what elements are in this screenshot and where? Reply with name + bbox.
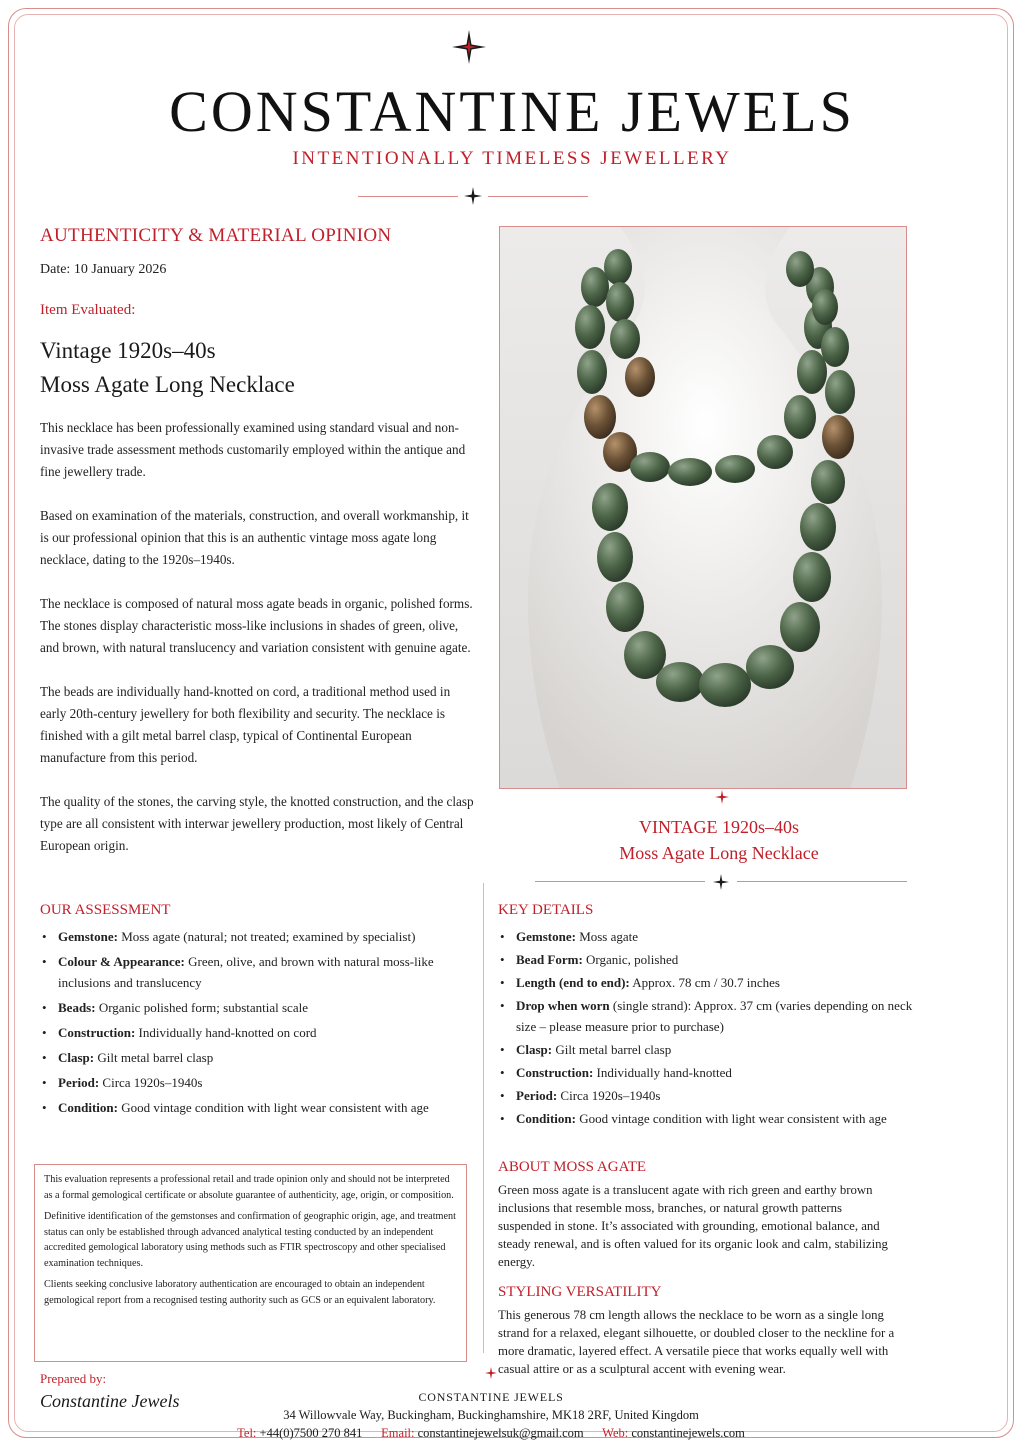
item-evaluated-label: Item Evaluated: [40,302,136,318]
report-body [40,417,476,879]
report-paragraph: The necklace is composed of natural moss agate beads in organic, polished forms. The stones display characteristic moss-like inclusions in shades of green, olive, and brown, with natural translucency and variation consistent with genuine agate. [40,596,473,655]
assessment-list [40,926,470,1122]
caption-line2: Moss Agate Long Necklace [619,843,819,863]
disclaimer-box [34,1164,467,1362]
styling-heading: STYLING VERSATILITY [498,1284,662,1300]
assessment-heading: OUR ASSESSMENT [40,902,171,918]
email-label: Email: [381,1426,415,1440]
about-text: Green moss agate is a translucent agate with rich green and earthy brown inclusions that resemble moss, branches, or natural growth patterns suspended in stone. It’s associated with grounding, emotional balance, and steady renewal, and is often valued for its organic look and calm, stabilizing energy. [498,1183,888,1269]
report-paragraph: Based on examination of the materials, construction, and overall workmanship, it is our professional opinion that this is an authentic vintage moss agate long necklace, dating to the 1920s–1940s. [40,508,469,567]
prepared-by-label: Prepared by: [40,1371,107,1386]
disclaimer-paragraph: Clients seeking conclusive laboratory authentication are encouraged to obtain an independent gemological report from a recognised testing authority such as GCS or an equivalent laboratory. [44,1279,436,1306]
email-link[interactable]: constantinejewelsuk@gmail.com [417,1426,584,1440]
list-item: • Construction: Individually hand-knotted [498,1062,923,1083]
web-link[interactable]: constantinejewels.com [631,1426,745,1440]
item-title-line1: Vintage 1920s–40s [40,338,216,363]
list-item: • Gemstone: Moss agate [498,926,923,947]
report-paragraph: This necklace has been professionally examined using standard visual and non-invasive trade assessment methods customarily employed within the antique and fine jewellery trade. [40,420,466,479]
compass-star-icon [452,30,486,64]
list-item: • Beads: Organic polished form; substantial scale [40,997,470,1018]
star-ornament-icon [464,187,482,205]
footer-star-icon [485,1367,497,1379]
list-item: • Period: Circa 1920s–1940s [40,1072,470,1093]
report-paragraph: The beads are individually hand-knotted on cord, a traditional method used in early 20th-century jewellery for both flexibility and security. The necklace is finished with a gilt metal barrel clasp, typical of Continental European manufacture from this period. [40,684,451,765]
tel-label: Tel: [237,1426,257,1440]
report-date: Date: 10 January 2026 [40,262,167,277]
column-divider [483,883,484,1353]
list-item: • Condition: Good vintage condition with light wear consistent with age [40,1097,470,1118]
report-heading: AUTHENTICITY & MATERIAL OPINION [40,225,392,246]
footer-address: 34 Willowvale Way, Buckingham, Buckinghamshire, MK18 2RF, United Kingdom [283,1408,699,1422]
photo-caption [499,814,939,866]
caption-star-top-icon [715,790,729,804]
divider-right [488,196,588,197]
item-title-line2: Moss Agate Long Necklace [40,372,295,397]
disclaimer-paragraph: Definitive identification of the gemstonses and confirmation of geographic origin, age, and treatment status can only be established through advanced analytical testing conducted by an independent accredited gemological laboratory using methods such as FTIR spectroscopy and other specialised examination techniques. [44,1211,456,1269]
styling-text: This generous 78 cm length allows the necklace to be worn as a single long strand for a relaxed, elegant silhouette, or doubled closer to the neckline for a more dramatic, layered effect. A versatile piece that works equally well with casual attire or as a sculptural accent with evening wear. [498,1308,895,1376]
list-item: • Bead Form: Organic, polished [498,949,923,970]
footer-company: CONSTANTINE JEWELS [418,1390,564,1404]
list-item: • Drop when worn (single strand): Approx. 37 cm (varies depending on neck size – please measure prior to purchase) [498,995,923,1037]
list-item: • Clasp: Gilt metal barrel clasp [498,1039,923,1060]
disclaimer-paragraph: This evaluation represents a professional retail and trade opinion only and should not be interpreted as a formal gemological certificate or absolute guarantee of authenticity, age, origin, or composition. [44,1174,454,1201]
signature: Constantine Jewels [40,1391,180,1411]
list-item: • Length (end to end): Approx. 78 cm / 30.7 inches [498,972,923,993]
report-paragraph: The quality of the stones, the carving style, the knotted construction, and the clasp type are all consistent with interwar jewellery production, most likely of Central European origin. [40,794,474,853]
brand-tagline: INTENTIONALLY TIMELESS JEWELLERY [292,148,732,169]
list-item: • Gemstone: Moss agate (natural; not treated; examined by specialist) [40,926,470,947]
brand-name: CONSTANTINE JEWELS [169,79,855,144]
item-title [40,334,295,402]
caption-star-bottom-icon [713,874,729,890]
necklace-photo [499,226,907,789]
tel-link[interactable]: +44(0)7500 270 841 [259,1426,363,1440]
web-label: Web: [602,1426,629,1440]
list-item: • Condition: Good vintage condition with light wear consistent with age [498,1108,923,1129]
caption-divider-right [737,881,907,882]
key-details-heading: KEY DETAILS [498,902,594,918]
list-item: • Clasp: Gilt metal barrel clasp [40,1047,470,1068]
necklace-image [500,227,907,789]
list-item: • Colour & Appearance: Green, olive, and brown with natural moss-like inclusions and translucency [40,951,470,993]
key-details-list [498,926,923,1131]
list-item: • Construction: Individually hand-knotted on cord [40,1022,470,1043]
caption-divider-left [535,881,705,882]
divider-left [358,196,458,197]
caption-line1: VINTAGE 1920s–40s [638,817,800,837]
footer-contact [0,1426,982,1441]
list-item: • Period: Circa 1920s–1940s [498,1085,923,1106]
about-heading: ABOUT MOSS AGATE [498,1159,647,1175]
